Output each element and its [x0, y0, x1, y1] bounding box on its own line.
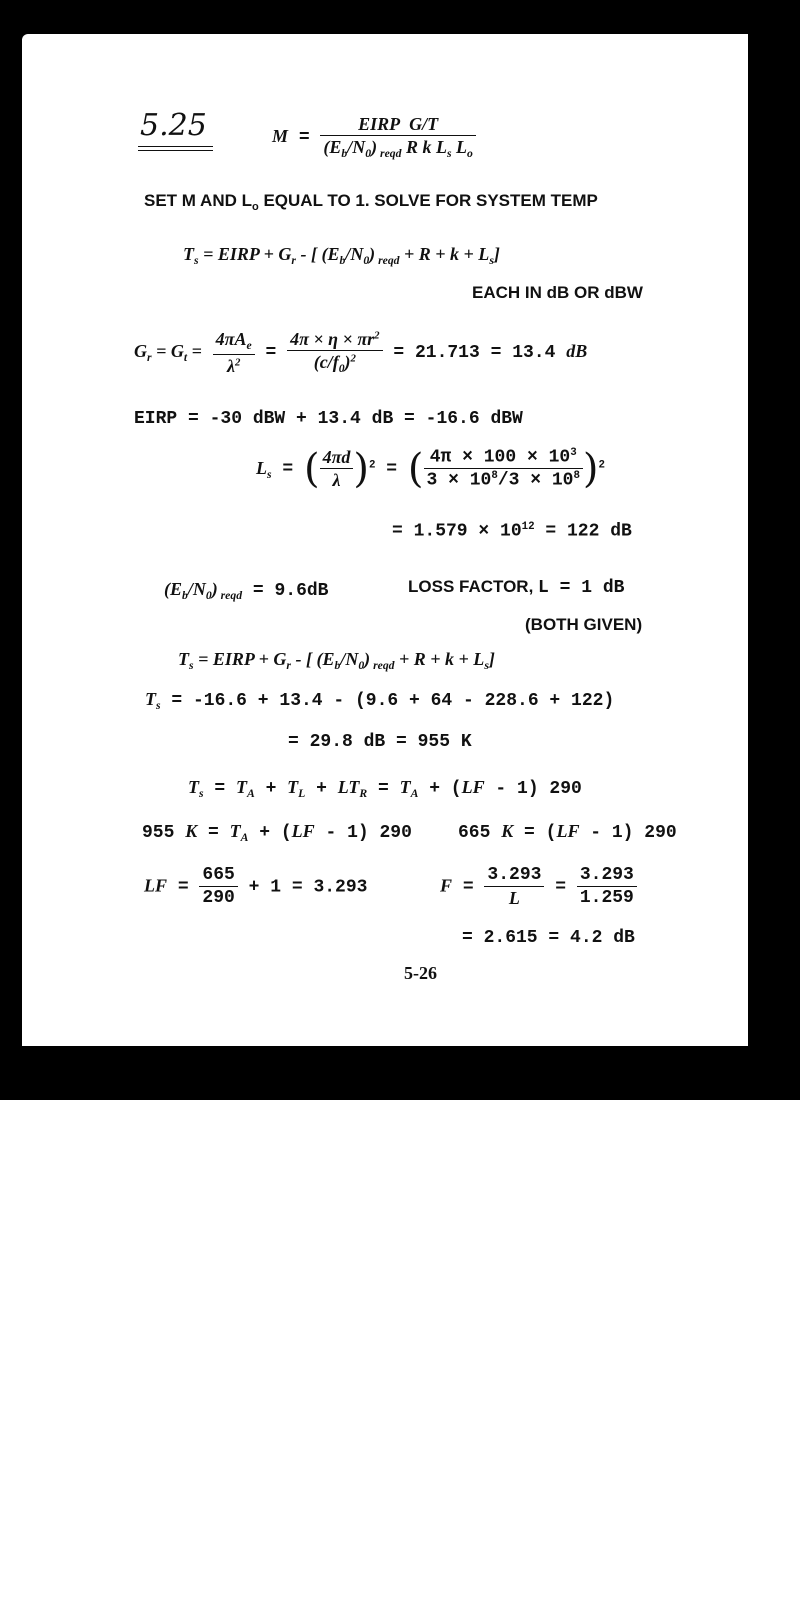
scan-border-left: [0, 34, 24, 1074]
problem-number: 5.25: [140, 108, 207, 143]
ebno-given: $(E_b/N_0) _{reqd} = 9.6dB$: [164, 579, 329, 603]
temp-components-equation: $T_s = T_A + T_L + LT_R = T_A + (LF - 1)$ 290: [188, 777, 582, 801]
units-note: EACH IN dB OR dBW: [472, 283, 643, 302]
eirp-equation: EIRP = -30 dBW + 13.4 dB = -16.6 dBW: [134, 409, 523, 429]
scan-border-right: [746, 0, 800, 1100]
system-temp-equation-repeat: $T_s$ = EIRP + $G_r$ - [ $(E_b/N_0) _{reqd} + R + k + L_s$]: [178, 649, 495, 673]
page-sheet: [22, 34, 748, 1046]
system-temp-result: = 29.8 dB = 955 K: [288, 732, 472, 752]
noise-figure-equation: F = $\frac{3.293}{L}$ = $\frac{3.293}{1.259}$: [440, 866, 637, 907]
system-temp-equation: $T_s$ = EIRP + $G_r$ - [ $(E_b/N_0) _{reqd} + R + k + L_s$]: [183, 244, 500, 268]
margin-equation: M = $\frac{\text{EIRP G/T}}{(E_b/N_0) _{reqd} R k L_s L_o}$: [272, 115, 476, 160]
system-temp-numeric: $T_s = -16.6 + 13.4 - (9.6 + 64 - 228.6 + 122)$: [145, 689, 615, 713]
space-loss-result: = $1.579 \times 10^{12} = 122$ dB: [392, 521, 632, 542]
instruction-text: SET M AND $L_o$ EQUAL TO 1. SOLVE FOR SYSTEM TEMP: [144, 191, 598, 213]
noise-figure-result: = 2.615 = 4.2 dB: [462, 928, 635, 948]
gain-equation: $G_r = G_t$ = $\frac{4\pi A_e}{\lambda^2}$ = $\frac{4\pi \times \eta \times \pi r^2}{(c/f_0)^2}$ = 21.713 = 13.4 dB: [134, 329, 588, 376]
lf-equation: LF = $\frac{665}{290}$ + 1 = 3.293: [144, 865, 368, 908]
equation-955: 955 $K = T_A + (LF - 1)$ 290: [142, 821, 412, 845]
both-given-note: (BOTH GIVEN): [525, 615, 643, 634]
loss-factor-given: LOSS FACTOR, L = 1 dB: [408, 577, 625, 598]
space-loss-equation: $L_s$ = ( $\frac{4\pi d}{\lambda}$ )$^2$ = ( $\frac{4\pi \times 100 \times 10^3}{3 \times 10^8/3 \times 10^8}$ )$^2$: [256, 445, 606, 492]
page-number: 5-26: [404, 963, 437, 983]
equation-665: 665 K = (LF - 1) 290: [458, 821, 677, 843]
